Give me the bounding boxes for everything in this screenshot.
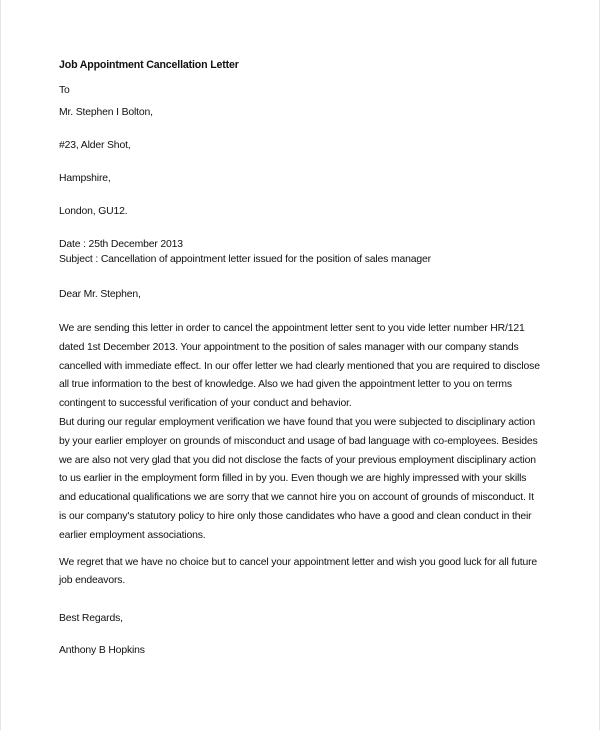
body-line: contingent to successful verification of your conduct and behavior. (59, 398, 352, 410)
body-line: to us earlier in the employment form filled in by you. Even though we are highly impressed with your skills (59, 473, 527, 485)
recipient-address-line3: London, GU12. (59, 206, 128, 217)
letter-subject: Subject : Cancellation of appointment letter issued for the position of sales manager (59, 254, 431, 265)
body-line: earlier employment associations. (59, 529, 206, 541)
letter-date: Date : 25th December 2013 (59, 239, 183, 250)
body-line: dated 1st December 2013. Your appointment to the position of sales manager with our company stands (59, 341, 519, 353)
body-line: and educational qualifications we are sorry that we cannot hire you on account of grounds of misconduct. It (59, 492, 534, 504)
letter-title: Job Appointment Cancellation Letter (59, 59, 239, 71)
body-paragraph-2 (59, 554, 559, 592)
salutation: Dear Mr. Stephen, (59, 289, 141, 300)
signature-name: Anthony B Hopkins (59, 645, 145, 657)
recipient-address-line2: Hampshire, (59, 173, 111, 184)
body-line: is our company's statutory policy to hire only those candidates who have a good and clean conduct in their (59, 510, 532, 522)
body-line: job endeavors. (59, 575, 126, 587)
recipient-name: Mr. Stephen I Bolton, (59, 107, 153, 118)
body-line: We are sending this letter in order to cancel the appointment letter sent to you vide letter number HR/121 (59, 323, 525, 334)
body-paragraph-1 (59, 320, 559, 546)
letter-content (59, 58, 559, 658)
body-line: all true information to the best of knowledge. Also we had given the appointment letter to you on terms (59, 379, 512, 391)
body-line: cancelled with immediate effect. In our offer letter we had clearly mentioned that you are required to disclose (59, 360, 540, 372)
recipient-block (59, 105, 559, 219)
body-line: We regret that we have no choice but to cancel your appointment letter and wish you good luck for all future (59, 556, 538, 568)
recipient-address-line1: #23, Alder Shot, (59, 140, 131, 151)
body-line: But during our regular employment verification we have found that you were subjected to disciplinary action (59, 416, 536, 428)
closing: Best Regards, (59, 613, 123, 625)
body-line: we are also not very glad that you did not disclose the facts of your previous employment disciplinary action (59, 454, 536, 466)
body-line: by your earlier employer on grounds of misconduct and usage of bad language with co-employees. Besides (59, 435, 538, 447)
to-label: To (59, 85, 70, 96)
